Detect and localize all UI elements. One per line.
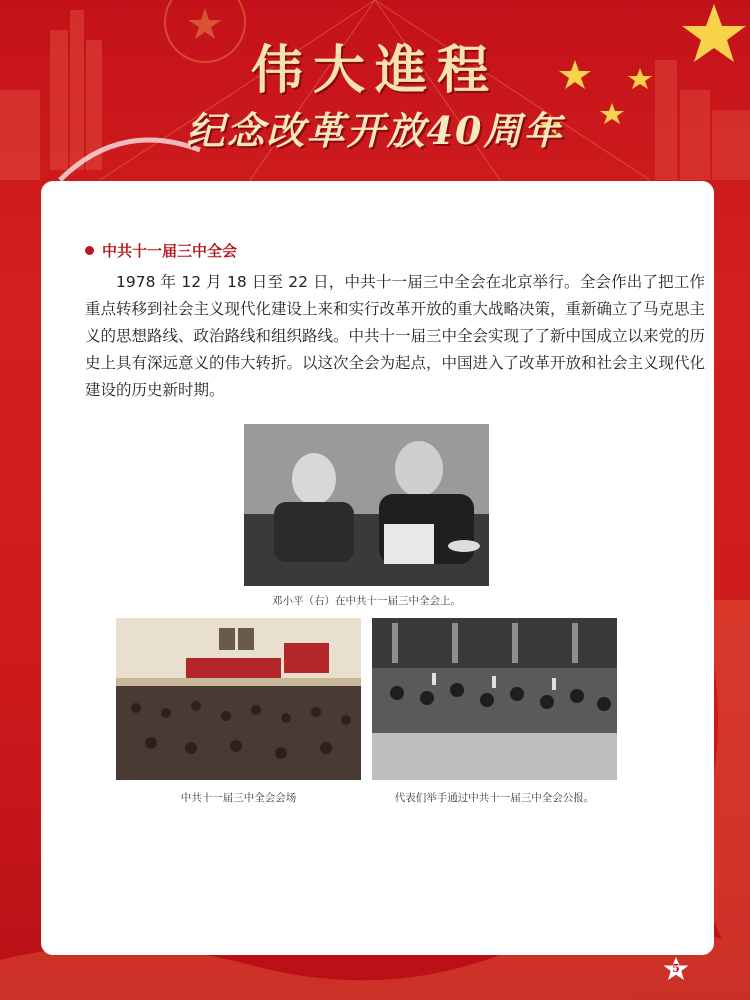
photo-delegates-voting [372,618,617,780]
content-card [41,181,714,955]
photo-deng-xiaoping [244,424,489,586]
photo-meeting-hall [116,618,361,780]
header-title: 伟大進程 [250,40,499,101]
section-heading-text: 中共十一届三中全会 [102,242,238,260]
page-number: 5 [672,962,680,975]
caption-left-photo: 中共十一届三中全会会场 [180,792,297,804]
bullet-dot-icon [85,246,94,255]
section-heading [85,240,237,261]
body-paragraph: 1978 年 12 月 18 日至 22 日，中共十一届三中全会在北京举行。全会作出了把工作重点转移到社会主义现代化建设上来和实行改革开放的重大战略决策，重新确立了马克思主义的思想路线、政治路线和组织路线。中共十一届三中全会实现了了新中国成立以来党的历史上具有深远意义的伟大转折。以这次全会为起点，中国进入了改革开放和社会主义现代化建设的历史新时期。 [85,273,706,399]
caption-right-photo: 代表们举手通过中共十一届三中全会公报。 [394,792,595,804]
header-subtitle: 纪念改革开放40周年 [186,108,564,153]
caption-top-photo: 邓小平（右）在中共十一届三中全会上。 [272,595,461,607]
